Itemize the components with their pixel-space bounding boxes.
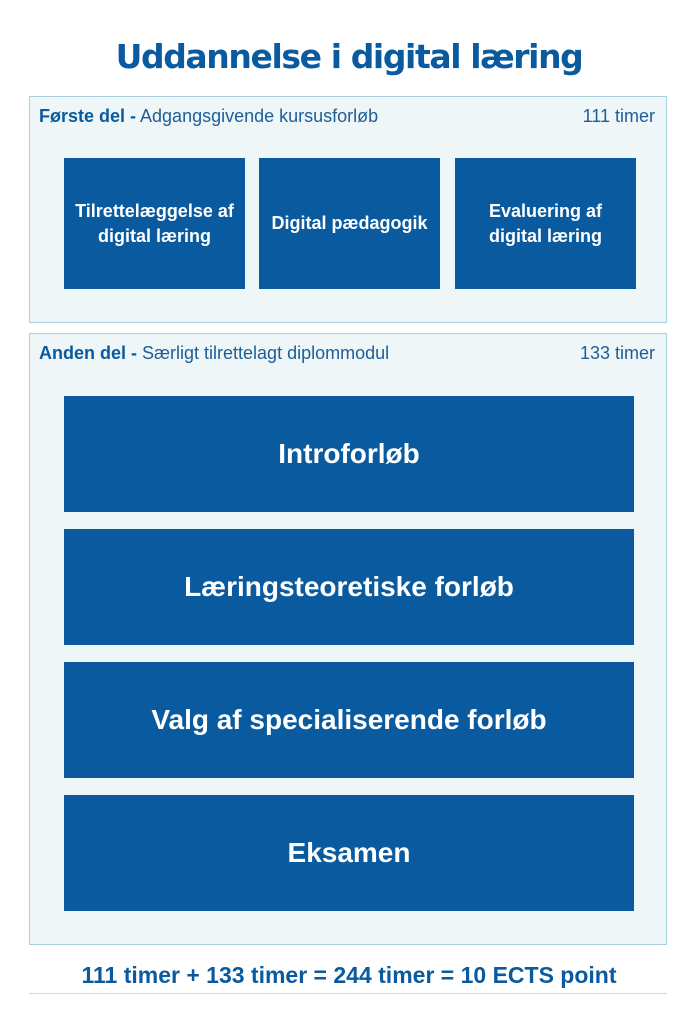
first-part-header xyxy=(39,106,378,127)
footer-divider xyxy=(29,993,667,994)
module-box-eksamen: Eksamen xyxy=(64,795,634,911)
second-part-header xyxy=(39,343,389,364)
module-box-specialiserende: Valg af specialiserende forløb xyxy=(64,662,634,778)
course-box-digital-paedagogik: Digital pædagogik xyxy=(259,158,440,289)
module-box-laeringsteoretiske: Læringsteoretiske forløb xyxy=(64,529,634,645)
first-part-panel xyxy=(29,96,667,323)
first-part-description: Adgangsgivende kursusforløb xyxy=(140,106,379,126)
second-part-description: Særligt tilrettelagt diplommodul xyxy=(142,343,390,363)
course-box-tilrettelaeggelse: Tilrettelæggelse af digital læring xyxy=(64,158,245,289)
first-part-label: Første del - xyxy=(39,106,137,126)
second-part-hours: 133 timer xyxy=(579,343,655,363)
second-part-label: Anden del - xyxy=(39,343,137,363)
total-summary: 111 timer + 133 timer = 244 timer = 10 ECTS point xyxy=(81,962,617,988)
first-part-hours: 111 timer xyxy=(582,106,655,126)
module-box-introforloeb: Introforløb xyxy=(64,396,634,512)
second-part-panel xyxy=(29,333,667,945)
page-title: Uddannelse i digital læring xyxy=(115,37,583,76)
course-box-evaluering: Evaluering af digital læring xyxy=(455,158,636,289)
